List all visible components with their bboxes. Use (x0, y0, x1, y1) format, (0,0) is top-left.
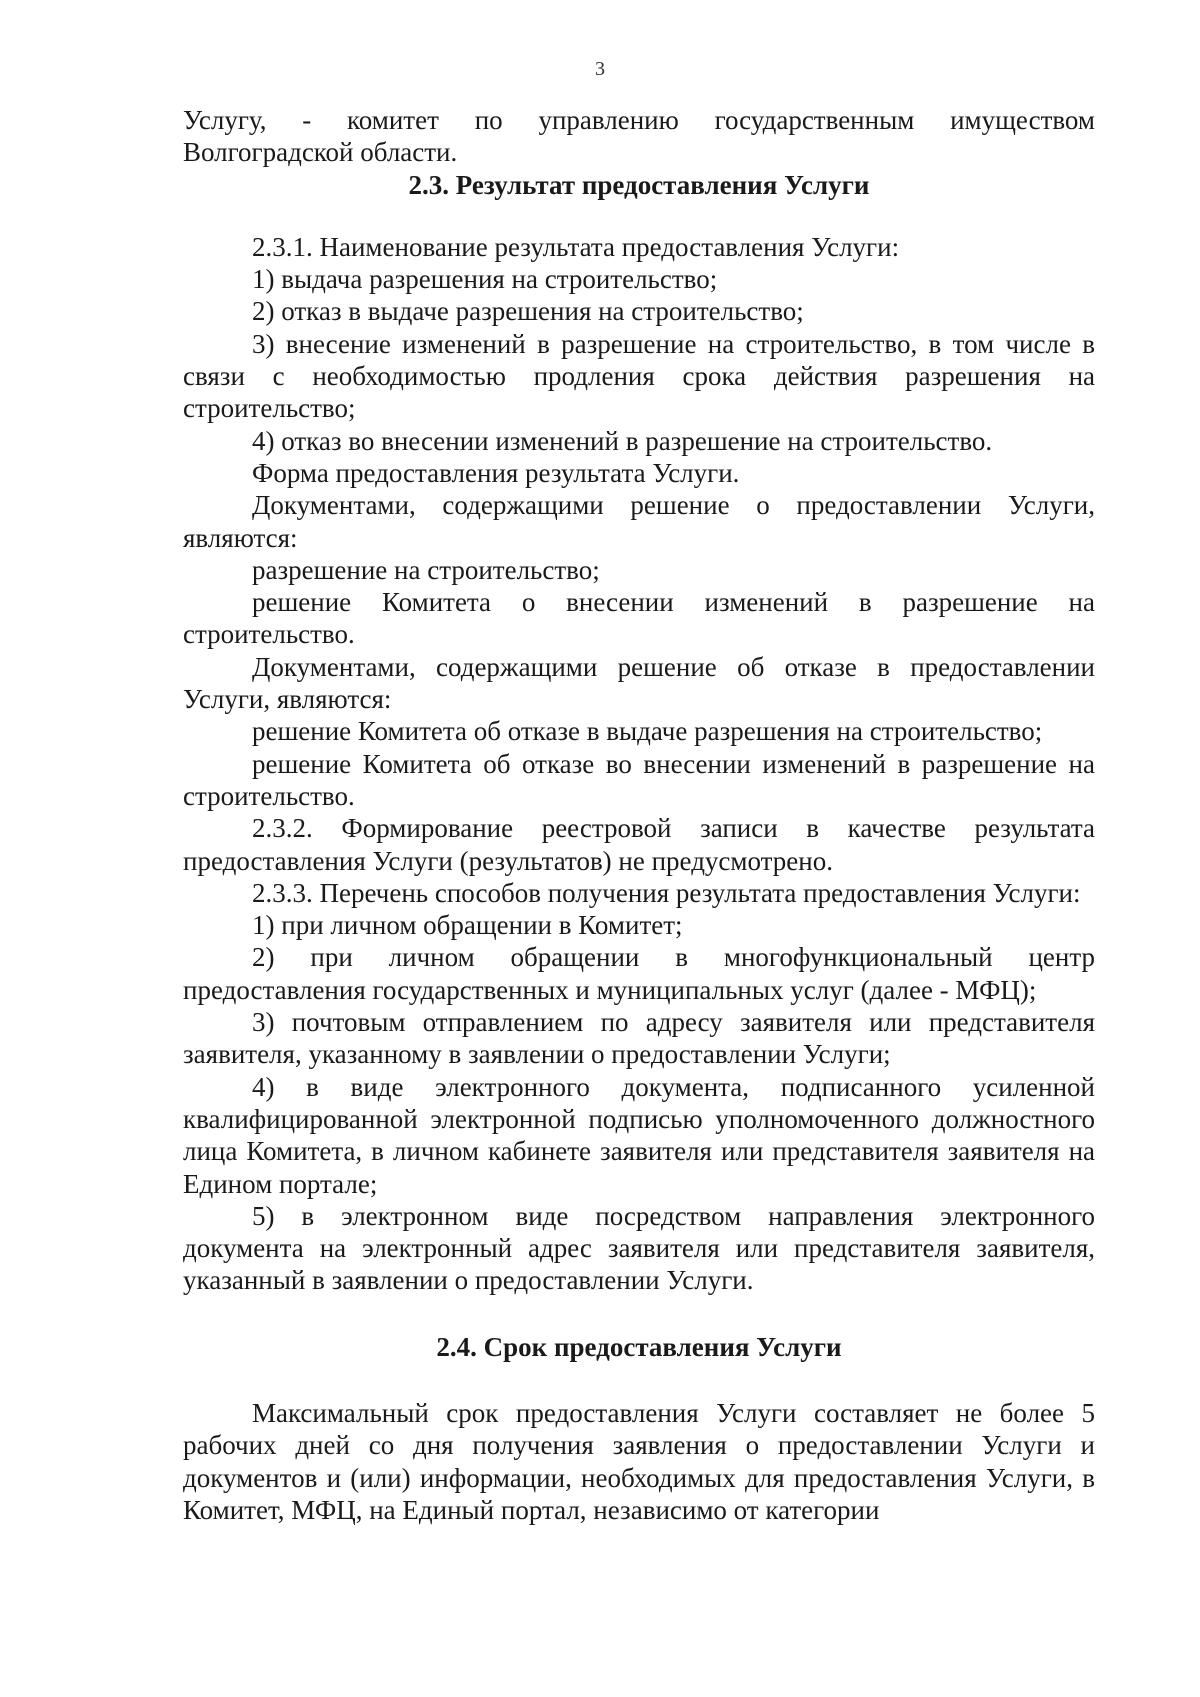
intro-line-2: Волгоградской области. (183, 137, 458, 168)
list-item-result-2: 2) отказ в выдаче разрешения на строительство; (252, 296, 804, 327)
paragraph-refusal-documents: Документами, содержащими решение об отказе в предоставлении Услуги, являются: (183, 651, 1095, 715)
paragraph-2-3-1: 2.3.1. Наименование результата предоставления Услуги: (252, 231, 900, 262)
list-item-result-1: 1) выдача разрешения на строительство; (252, 264, 718, 295)
list-item-result-3: 3) внесение изменений в разрешение на строительство, в том числе в связи с необходимостью продления срока действия разрешения на строительство; (183, 328, 1095, 424)
list-item-method-2: 2) при личном обращении в многофункциональный центр предоставления государственных и муниципальных услуг (далее - МФЦ); (183, 942, 1095, 1005)
list-item-positive-2: решение Комитета о внесении изменений в разрешение на строительство. (183, 587, 1095, 650)
paragraph-2-4-term: Максимальный срок предоставления Услуги составляет не более 5 рабочих дней со дня получения заявления о предоставлении Услуги и документов и (или) информации, необходимых для предоставления Услуги, в Комитет, МФЦ, на Единый портал, независимо от категории (183, 1397, 1095, 1525)
list-item-refusal-2: решение Комитета об отказе во внесении изменений в разрешение на строительство. (183, 748, 1095, 811)
paragraph-2-3-3: 2.3.3. Перечень способов получения результата предоставления Услуги: (252, 877, 1081, 908)
paragraph-2-3-2: 2.3.2. Формирование реестровой записи в качестве результата предоставления Услуги (результатов) не предусмотрено. (183, 813, 1095, 876)
section-2-3-heading: 2.3. Результат предоставления Услуги (408, 169, 870, 200)
list-item-refusal-1: решение Комитета об отказе в выдаче разрешения на строительство; (252, 716, 1043, 747)
list-item-positive-1: разрешение на строительство; (252, 554, 600, 585)
page-number: 3 (595, 58, 605, 80)
list-item-method-3: 3) почтовым отправлением по адресу заявителя или представителя заявителя, указанному в заявлении о предоставлении Услуги; (183, 1007, 1095, 1070)
list-item-result-4: 4) отказ во внесении изменений в разрешение на строительство. (252, 425, 993, 456)
paragraph-positive-documents: Документами, содержащими решение о предоставлении Услуги, являются: (183, 490, 1095, 553)
list-item-method-5: 5) в электронном виде посредством направления электронного документа на электронный адрес заявителя или представителя заявителя, указанный в заявлении о предоставлении Услуги. (183, 1200, 1095, 1296)
document-body (183, 104, 1095, 1526)
list-item-method-1: 1) при личном обращении в Комитет; (252, 910, 683, 941)
paragraph-result-form: Форма предоставления результата Услуги. (252, 457, 740, 488)
intro-line-1: Услугу, - комитет по управлению государственным имуществом (183, 105, 1095, 135)
section-2-4-heading: 2.4. Срок предоставления Услуги (436, 1331, 842, 1362)
list-item-method-4: 4) в виде электронного документа, подписанного усиленной квалифицированной электронной подписью уполномоченного должностного лица Комитета, в личном кабинете заявителя или представителя заявителя на Едином портале; (183, 1071, 1095, 1199)
